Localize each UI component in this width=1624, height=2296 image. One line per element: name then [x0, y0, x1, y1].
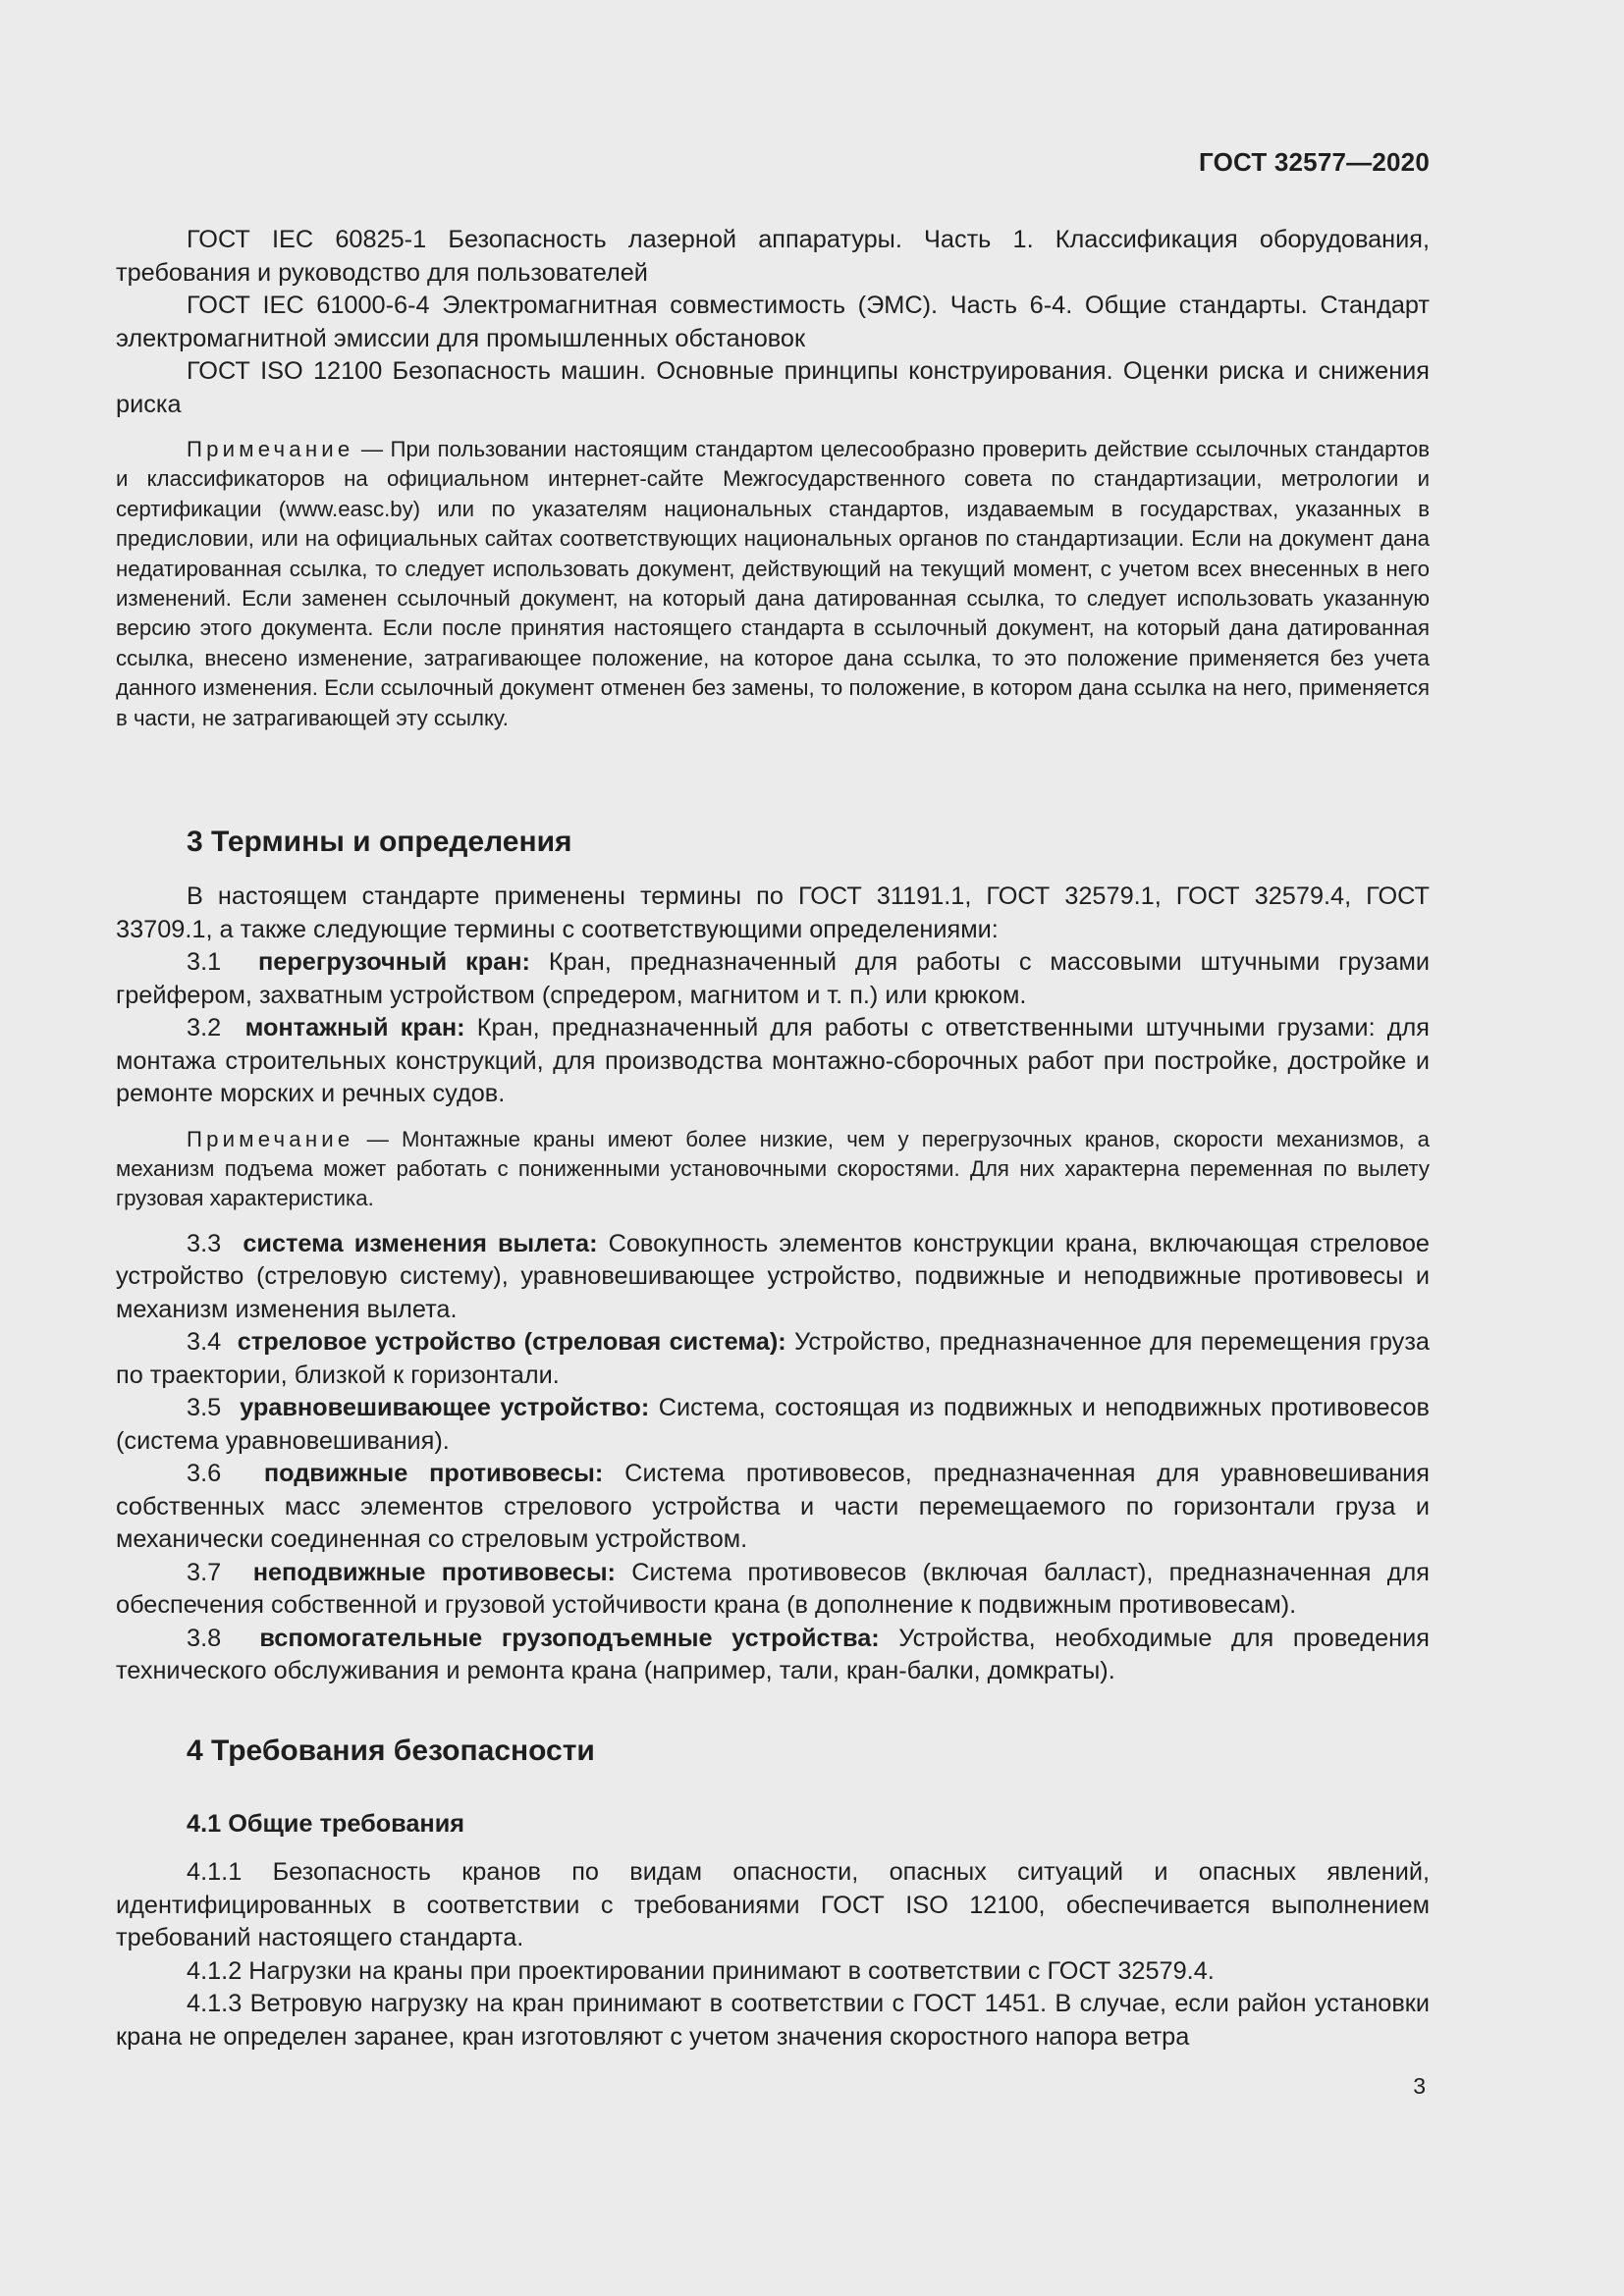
note-lead: Примечание: [187, 437, 354, 461]
term-name: вспомогательные грузоподъемные устройства:: [259, 1624, 880, 1652]
term-definition: 3.7 неподвижные противовесы: Система противовесов (включая балласт), предназначенная для обеспечения собственной и грузовой устойчивости крана (в дополнение к подвижным противовесам).: [116, 1558, 1430, 1620]
term-name: монтажный кран:: [244, 1014, 465, 1041]
references-note: [116, 435, 1430, 733]
term-definition: 3.1 перегрузочный кран: Кран, предназначенный для работы с массовыми штучными грузами грейфером, захватным устройством (спредером, магнитом и т. п.) или крюком.: [116, 948, 1431, 1009]
term-definition: 3.8 вспомогательные грузоподъемные устройства: Устройства, необходимые для проведения технического обслуживания и ремонта крана (например, тали, кран-балки, домкраты).: [116, 1624, 1430, 1685]
note-text: — При пользовании настоящим стандартом целесообразно проверить действие ссылочных стандартов и классификаторов на официальном интернет-сайте Межгосударственного совета по стандартизации, метрологии и сертификации (www.easc.by) или по указателям национальных стандартов, издаваемым в государствах, указанных в предисловии, или на официальных сайтах соответствующих национальных органов по стандартизации. Если на документ дана недатированная ссылка, то следует использовать документ, действующий на текущий момент, с учетом всех внесенных в него изменений. Если заменен ссылочный документ, на который дана датированная ссылка, то следует использовать указанную версию этого документа. Если после принятия настоящего стандарта в ссылочный документ, на который дана датированная ссылка, внесено изменение, затрагивающее положение, на которое дана ссылка, то это положение применяется без учета данного изменения. Если ссылочный документ отменен без замены, то положение, в котором дана ссылка на него, применяется в части, не затрагивающей эту ссылку.: [116, 437, 1430, 730]
term-definition: 3.3 система изменения вылета: Совокупность элементов конструкции крана, включающая стреловое устройство (стреловую систему), уравновешивающее устройство, подвижные и неподвижные противовесы и механизм изменения вылета.: [116, 1229, 1430, 1323]
term-note: [116, 1125, 1430, 1214]
terms-list: [116, 1228, 1430, 1688]
page-number: 3: [1413, 2073, 1426, 2099]
term-name: уравновешивающее устройство:: [240, 1394, 650, 1422]
note-text: — Монтажные краны имеют более низкие, чем у перегрузочных кранов, скорости механизмов, а механизм подъема может работать с пониженными установочными скоростями. Для них характерна переменная по вылету грузовая характеристика.: [116, 1126, 1430, 1211]
reference-item: ГОСТ IEC 60825-1 Безопасность лазерной аппаратуры. Часть 1. Классификация оборудования, требования и руководство для пользователей: [116, 226, 1430, 287]
section-3-body: [116, 881, 1430, 1688]
term-name: стреловое устройство (стреловая система):: [237, 1328, 786, 1357]
term-name: подвижные противовесы:: [263, 1460, 604, 1488]
requirement-paragraph: 4.1.1 Безопасность кранов по видам опасности, опасных ситуаций и опасных явлений, идентифицированных в соответствии с требованиями ГОСТ ISO 12100, обеспечивается выполнением требований настоящего стандарта.: [116, 1858, 1430, 1951]
normative-references: [116, 224, 1430, 733]
term-name: перегрузочный кран:: [258, 948, 530, 976]
section-4-heading: 4 Требования безопасности: [187, 1735, 595, 1767]
note-lead: Примечание: [187, 1126, 354, 1151]
reference-item: ГОСТ IEC 61000-6-4 Электромагнитная совместимость (ЭМС). Часть 6-4. Общие стандарты. Стандарт электромагнитной эмиссии для промышленных обстановок: [116, 292, 1430, 352]
document-code-header: ГОСТ 32577—2020: [1199, 147, 1430, 177]
reference-item: ГОСТ ISO 12100 Безопасность машин. Основные принципы конструирования. Оценки риска и снижения риска: [116, 357, 1430, 418]
requirement-paragraph: 4.1.3 Ветровую нагрузку на кран принимают в соответствии с ГОСТ 1451. В случае, если район установки крана не определен заранее, кран изготовляют с учетом значения скоростного напора ветра: [116, 1990, 1430, 2051]
section-3-heading: 3 Термины и определения: [187, 826, 572, 858]
requirement-paragraph: 4.1.2 Нагрузки на краны при проектировании принимают в соответствии с ГОСТ 32579.4.: [187, 1956, 1215, 1985]
term-definition: 3.6 подвижные противовесы: Система противовесов, предназначенная для уравновешивания собственных масс элементов стрелового устройства и части перемещаемого по горизонтали груза и механически соединенная со стреловым устройством.: [116, 1460, 1431, 1554]
term-definition: 3.2 монтажный кран: Кран, предназначенный для работы с ответственными штучными грузами: для монтажа строительных конструкций, для производства монтажно-сборочных работ при постройке, достройке и ремонте морских и речных судов.: [116, 1014, 1431, 1107]
term-definition: 3.4 стреловое устройство (стреловая система): Устройство, предназначенное для перемещения груза по траектории, близкой к горизонтали.: [116, 1328, 1430, 1389]
subsection-4-1-heading: 4.1 Общие требования: [187, 1810, 465, 1838]
section-4-body: [116, 1856, 1430, 2054]
section-3-intro: В настоящем стандарте применены термины по ГОСТ 31191.1, ГОСТ 32579.1, ГОСТ 32579.4, ГОСТ 33709.1, а также следующие термины с соответствующими определениями:: [116, 882, 1430, 943]
term-name: неподвижные противовесы:: [252, 1558, 616, 1586]
term-definition: 3.5 уравновешивающее устройство: Система, состоящая из подвижных и неподвижных противовесов (система уравновешивания).: [116, 1394, 1431, 1455]
term-name: система изменения вылета:: [243, 1229, 598, 1257]
